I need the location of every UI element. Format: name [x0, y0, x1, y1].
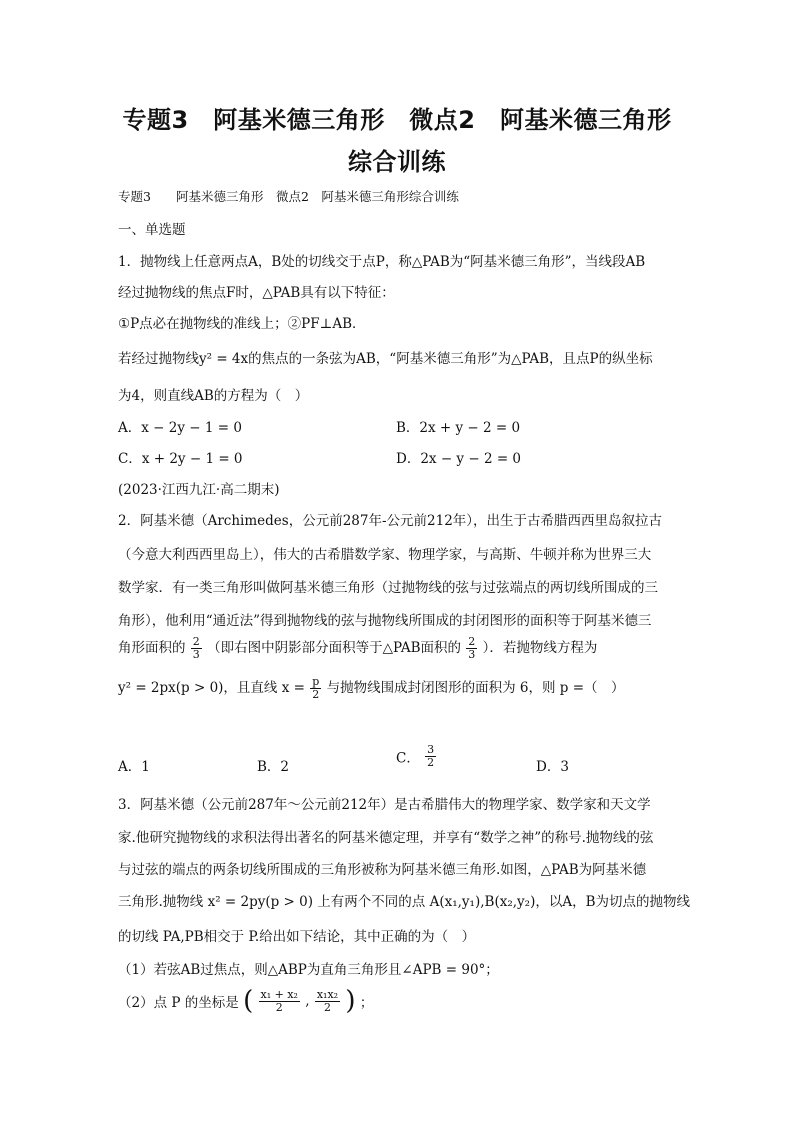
q1-line4: 若经过抛物线y² = 4x的焦点的一条弦为AB，“阿基米德三角形”为△PAB，且点P的纵坐标 [118, 351, 653, 367]
q3-line1: 3．阿基米德（公元前287年～公元前212年）是古希腊伟大的物理学家、数学家和天文学 [118, 797, 651, 813]
section-heading: 一、单选题 [118, 222, 186, 238]
q1-option-b: B．2x + y − 2 = 0 [396, 420, 521, 436]
q1-line1: 1．抛物线上任意两点A，B处的切线交于点P，称△PAB为“阿基米德三角形”，当线段AB [118, 254, 646, 270]
q3-line7-a: （2）点 P 的坐标是 [118, 995, 239, 1011]
q3-line6: （1）若弦AB过焦点，则△ABP为直角三角形且∠APB = 90°； [118, 962, 499, 978]
q3-line5: 的切线 PA,PB相交于 P.给出如下结论，其中正确的为（ ） [118, 929, 476, 945]
q2-line5-a: 角形面积的 [118, 640, 186, 656]
q1-line3: ①P点必在抛物线的准线上；②PF⊥AB． [118, 316, 366, 332]
q2-line1: 2．阿基米德（Archimedes，公元前287年-公元前212年），出生于古希腊西西里岛叙拉古 [118, 513, 663, 529]
q2-line5-b: （即右图中阴影部分面积等于△PAB面积的 [207, 640, 461, 656]
q3-fraction-x-product: $\frac{\text{x₁x₂}}{2}$ [316, 987, 339, 1014]
q3-line7: （2）点 P 的坐标是 ( $\frac{\text{x₁ + x₂}}{2}$ , $\frac{\text{x₁x₂}}{2}$ ) ； [118, 986, 374, 1016]
q2-option-c: C． $\frac{3}{2}$ [396, 743, 435, 769]
q1-option-d: D．2x − y − 2 = 0 [396, 451, 522, 467]
q2-fraction-two-thirds-2: $\frac{2}{3}$ [468, 635, 476, 661]
q2-option-a: A．1 [118, 759, 150, 775]
q3-line2: 家.他研究抛物线的求积法得出著名的阿基米德定理，并享有“数学之神”的称号.抛物线的弦 [118, 830, 654, 846]
page-title-line2: 综合训练 [348, 148, 446, 176]
q2-line4: 角形），他利用“通近法”得到抛物线的弦与抛物线所围成的封闭图形的面积等于阿基米德三 [118, 613, 652, 629]
q2-line6-a: y² = 2px(p > 0)，且直线 x = [118, 680, 305, 696]
q2-fraction-two-thirds: $\frac{2}{3}$ [192, 635, 200, 661]
q3-fraction-x-sum: $\frac{\text{x₁ + x₂}}{2}$ [260, 987, 298, 1014]
subtitle: 专题3 阿基米德三角形 微点2 阿基米德三角形综合训练 [118, 189, 459, 204]
q2-fraction-p-over-2: $\frac{p}{2}$ [312, 675, 320, 701]
q1-option-c: C．x + 2y − 1 = 0 [118, 451, 243, 467]
page-title-line1: 专题3 阿基米德三角形 微点2 阿基米德三角形 [122, 106, 672, 134]
q1-source: (2023·江西九江·高二期末) [118, 482, 280, 498]
q2-line5-c: ）．若抛物线方程为 [482, 640, 598, 656]
q2-line6-b: 与抛物线围成封闭图形的面积为 6，则 p =（ ） [326, 680, 625, 696]
q1-option-a: A．x − 2y − 1 = 0 [118, 420, 242, 436]
q3-line3: 与过弦的端点的两条切线所围成的三角形被称为阿基米德三角形.如图，△PAB为阿基米德 [118, 862, 647, 878]
q2-line6 [118, 676, 625, 701]
q1-line2: 经过抛物线的焦点F时，△PAB具有以下特征： [118, 285, 395, 301]
q1-line5: 为4，则直线AB的方程为（ ） [118, 388, 309, 404]
q2-line3: 数学家．有一类三角形叫做阿基米德三角形（过抛物线的弦与过弦端点的两切线所围成的三 [118, 580, 658, 596]
q2-line5 [118, 636, 597, 661]
q2-option-d: D．3 [536, 759, 569, 775]
q3-line4: 三角形.抛物线 x² = 2py(p > 0) 上有两个不同的点 A(x₁,y₁),B(x₂,y₂)，以A，B为切点的抛物线 [118, 894, 691, 910]
q2-option-c-fraction: $\frac{3}{2}$ [427, 743, 435, 769]
q2-option-b: B．2 [257, 759, 290, 775]
q2-line2: （今意大利西西里岛上），伟大的古希腊数学家、物理学家，与高斯、牛顿并称为世界三大 [118, 547, 652, 563]
